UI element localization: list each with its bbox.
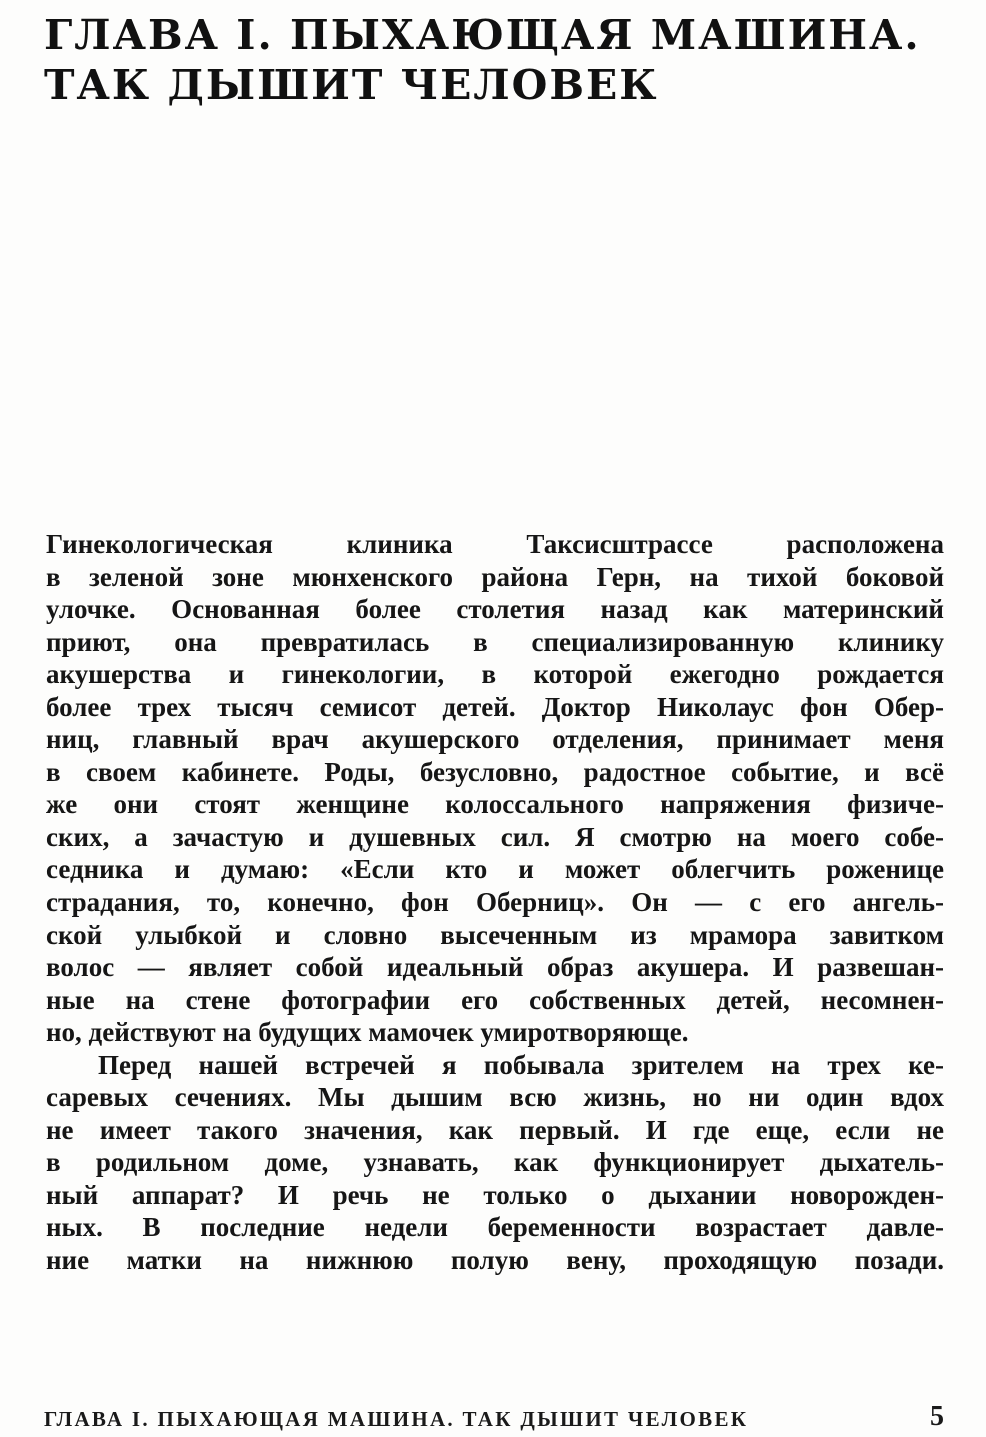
text-line: но, действуют на будущих мамочек умиротворяюще.: [46, 1017, 689, 1048]
running-footer: [44, 1401, 944, 1434]
text-line: ные на стене фотографии его собственных детей, несомнен-: [46, 984, 944, 1015]
text-line: волос — являет собой идеальный образ акушера. И развешан-: [46, 952, 944, 983]
text-line: Перед нашей встречей я побывала зрителем на трех ке-: [98, 1049, 944, 1080]
page-number: 5: [930, 1401, 944, 1432]
chapter-title-line-1: ГЛАВА I. ПЫХАЮЩАЯ МАШИНА.: [44, 11, 921, 59]
body-text: [46, 528, 944, 1277]
text-line: акушерства и гинекологии, в которой ежегодно рождается: [46, 659, 944, 690]
text-line: приют, она превратилась в специализированную клинику: [46, 626, 944, 657]
paragraph-1: [46, 528, 944, 1049]
text-line: ние матки на нижнюю полую вену, проходящую позади.: [46, 1245, 944, 1276]
text-line: ных. В последние недели беременности возрастает давле-: [46, 1212, 944, 1243]
text-line: в зеленой зоне мюнхенского района Герн, на тихой боковой: [46, 561, 944, 592]
text-line: в своем кабинете. Роды, безусловно, радостное событие, и всё: [46, 756, 944, 787]
chapter-title-line-2: ТАК ДЫШИТ ЧЕЛОВЕК: [44, 61, 659, 109]
text-line: улочке. Основанная более столетия назад как материнский: [46, 594, 944, 625]
text-line: же они стоят женщине колоссального напряжения физиче-: [46, 789, 944, 820]
text-line: седника и думаю: «Если кто и может облегчить роженице: [46, 854, 944, 885]
text-line: не имеет такого значения, как первый. И где еще, если не: [46, 1114, 944, 1145]
text-line: ный аппарат? И речь не только о дыхании новорожден-: [46, 1179, 944, 1210]
text-line: Гинекологическая клиника Таксисштрассе расположена: [46, 529, 944, 559]
text-line: саревых сечениях. Мы дышим всю жизнь, но ни один вдох: [46, 1082, 944, 1113]
text-line: ниц, главный врач акушерского отделения, принимает меня: [46, 724, 944, 755]
text-line: ской улыбкой и словно высеченным из мрамора завитком: [46, 919, 944, 950]
paragraph-2: [46, 1049, 944, 1277]
chapter-title: [44, 10, 964, 110]
running-title: ГЛАВА I. ПЫХАЮЩАЯ МАШИНА. ТАК ДЫШИТ ЧЕЛОВЕК: [44, 1407, 749, 1431]
text-line: страдания, то, конечно, фон Оберниц». Он — с его ангель-: [46, 887, 944, 918]
text-line: более трех тысяч семисот детей. Доктор Николаус фон Обер-: [46, 691, 944, 722]
text-line: ских, а зачастую и душевных сил. Я смотрю на моего собе-: [46, 821, 944, 852]
text-line: в родильном доме, узнавать, как функционирует дыхатель-: [46, 1147, 944, 1178]
